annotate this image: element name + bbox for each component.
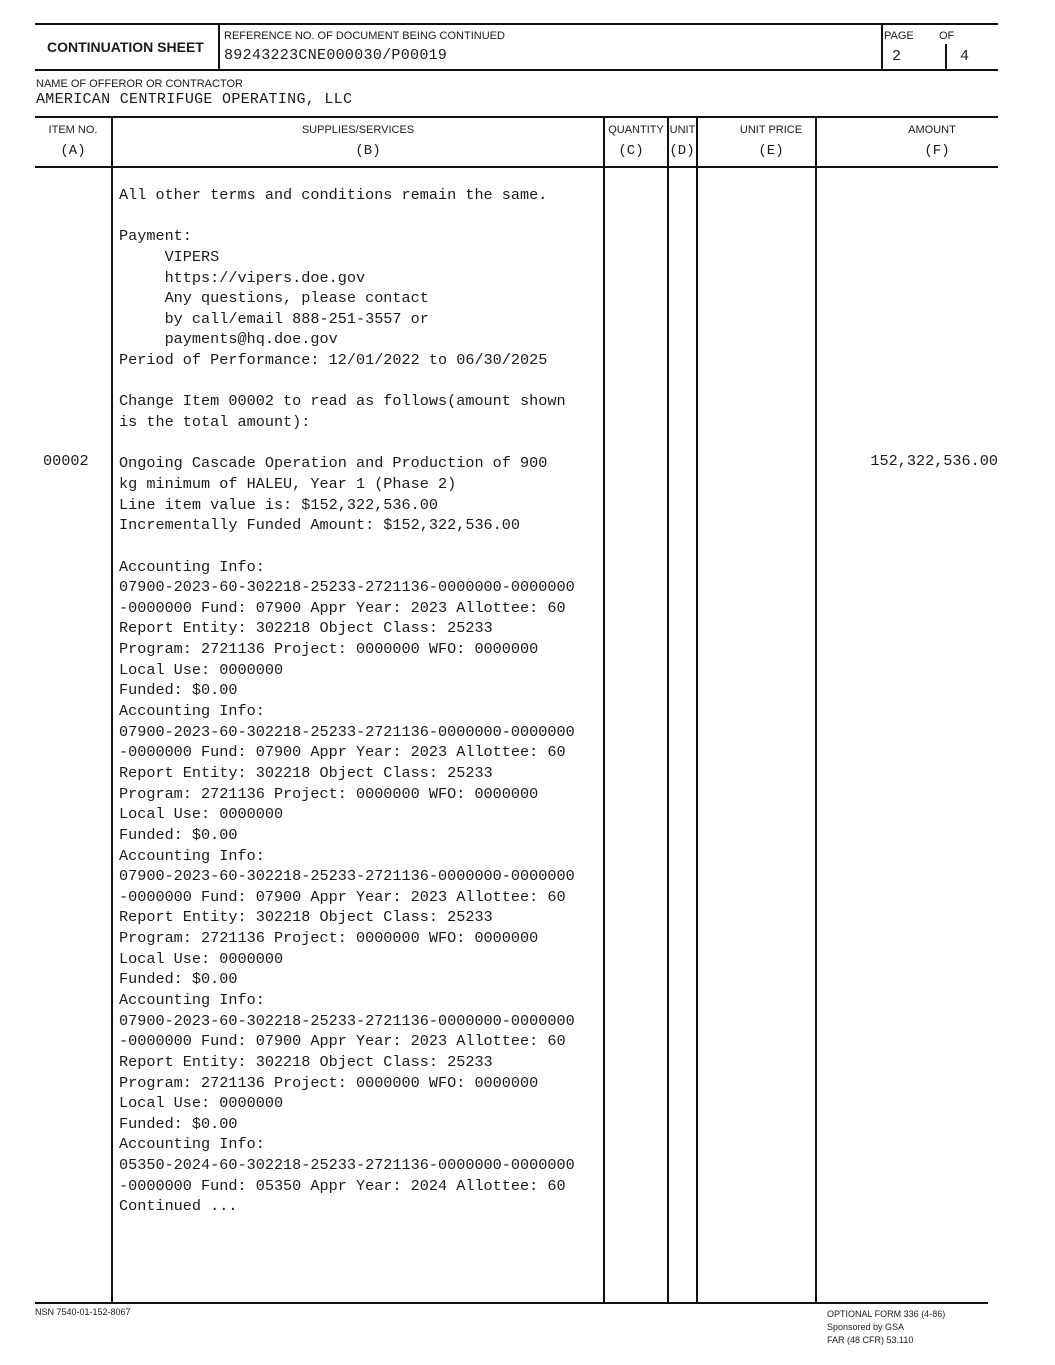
- of-label: OF: [939, 30, 955, 42]
- nsn-number: NSN 7540-01-152-8067: [35, 1307, 131, 1317]
- body-line: Any questions, please contact: [119, 289, 429, 308]
- form-regulation: FAR (48 CFR) 53.110: [827, 1335, 914, 1345]
- body-line: is the total amount):: [119, 413, 311, 432]
- column-letter-d: (D): [669, 143, 695, 159]
- body-line: Local Use: 0000000: [119, 949, 284, 968]
- body-line: https://vipers.doe.gov: [119, 268, 366, 287]
- body-line: Change Item 00002 to read as follows(amount shown: [119, 392, 566, 411]
- divider-price-amount: [815, 116, 817, 1302]
- body-line: Program: 2721136 Project: 0000000 WFO: 0000000: [119, 929, 539, 948]
- body-line: Local Use: 0000000: [119, 805, 284, 824]
- divider-supplies-quantity: [603, 116, 605, 1302]
- footer-rule: [35, 1302, 988, 1304]
- body-line: Period of Performance: 12/01/2022 to 06/30/2025: [119, 351, 548, 370]
- header-top-rule: [35, 23, 998, 25]
- body-line: [119, 536, 575, 557]
- item-amount: 152,322,536.00: [870, 452, 998, 470]
- body-line: 07900-2023-60-302218-25233-2721136-0000000-0000000: [119, 867, 575, 886]
- body-line: by call/email 888-251-3557 or: [119, 309, 429, 328]
- body-line: -0000000 Fund: 07900 Appr Year: 2023 Allottee: 60: [119, 887, 566, 906]
- column-letter-c: (C): [618, 143, 644, 159]
- column-label-unit-price: UNIT PRICE: [739, 124, 803, 136]
- supplies-services-text: [119, 185, 575, 1217]
- body-line: Program: 2721136 Project: 0000000 WFO: 0000000: [119, 640, 539, 659]
- column-header-top-rule: [35, 116, 998, 118]
- body-line: 05350-2024-60-302218-25233-2721136-0000000-0000000: [119, 1156, 575, 1175]
- form-sponsor: Sponsored by GSA: [827, 1322, 905, 1332]
- page-number: 2: [892, 48, 902, 65]
- body-line: -0000000 Fund: 07900 Appr Year: 2023 Allottee: 60: [119, 1032, 566, 1051]
- column-label-quantity: QUANTITY: [608, 124, 664, 136]
- column-letter-e: (E): [758, 143, 784, 159]
- body-line: Funded: $0.00: [119, 1114, 238, 1133]
- body-line: [119, 371, 575, 392]
- header-page-divider: [881, 23, 883, 70]
- body-line: Continued ...: [119, 1197, 238, 1216]
- body-line: Funded: $0.00: [119, 970, 238, 989]
- body-line: All other terms and conditions remain the same.: [119, 186, 548, 204]
- body-line: payments@hq.doe.gov: [119, 330, 338, 349]
- body-line: Report Entity: 302218 Object Class: 25233: [119, 619, 493, 638]
- body-line: [119, 206, 575, 227]
- column-label-supplies: SUPPLIES/SERVICES: [301, 124, 415, 136]
- body-line: Payment:: [119, 227, 192, 246]
- reference-number: 89243223CNE000030/P00019: [224, 47, 448, 64]
- divider-item-supplies: [111, 116, 113, 1302]
- header-bottom-rule: [35, 69, 998, 71]
- column-header-bottom-rule: [35, 166, 998, 168]
- body-line: Line item value is: $152,322,536.00: [119, 495, 438, 514]
- offeror-name: AMERICAN CENTRIFUGE OPERATING, LLC: [36, 91, 353, 108]
- item-number: 00002: [43, 452, 89, 470]
- column-label-item-no: ITEM NO.: [48, 124, 98, 136]
- body-line: Ongoing Cascade Operation and Production of 900: [119, 454, 548, 473]
- divider-unit-price: [696, 116, 698, 1302]
- body-line: Accounting Info:: [119, 557, 265, 576]
- form-name: OPTIONAL FORM 336 (4-86): [827, 1309, 946, 1319]
- body-line: -0000000 Fund: 05350 Appr Year: 2024 Allottee: 60: [119, 1176, 566, 1195]
- body-line: Accounting Info:: [119, 702, 265, 721]
- column-letter-a: (A): [60, 143, 86, 159]
- page-label: PAGE: [884, 30, 914, 42]
- body-line: Incrementally Funded Amount: $152,322,536.00: [119, 516, 521, 535]
- body-line: Accounting Info:: [119, 846, 265, 865]
- sheet-title: CONTINUATION SHEET: [47, 39, 204, 55]
- body-line: 07900-2023-60-302218-25233-2721136-0000000-0000000: [119, 578, 575, 597]
- body-line: [119, 433, 575, 454]
- body-line: 07900-2023-60-302218-25233-2721136-0000000-0000000: [119, 1011, 575, 1030]
- column-label-amount: AMOUNT: [908, 124, 956, 136]
- body-line: Accounting Info:: [119, 1135, 265, 1154]
- body-line: Local Use: 0000000: [119, 1094, 284, 1113]
- column-letter-f: (F): [924, 143, 950, 159]
- body-line: Funded: $0.00: [119, 825, 238, 844]
- divider-quantity-unit: [667, 116, 669, 1302]
- header-title-divider: [218, 23, 220, 70]
- header-of-divider: [945, 44, 947, 69]
- reference-label: REFERENCE NO. OF DOCUMENT BEING CONTINUED: [224, 30, 505, 42]
- body-line: 07900-2023-60-302218-25233-2721136-0000000-0000000: [119, 722, 575, 741]
- body-line: Report Entity: 302218 Object Class: 25233: [119, 1052, 493, 1071]
- body-line: Program: 2721136 Project: 0000000 WFO: 0000000: [119, 784, 539, 803]
- body-line: kg minimum of HALEU, Year 1 (Phase 2): [119, 474, 457, 493]
- body-line: VIPERS: [119, 247, 220, 266]
- offeror-label: NAME OF OFFEROR OR CONTRACTOR: [36, 78, 243, 90]
- body-line: Report Entity: 302218 Object Class: 25233: [119, 763, 493, 782]
- column-label-unit: UNIT: [669, 124, 696, 136]
- body-line: -0000000 Fund: 07900 Appr Year: 2023 Allottee: 60: [119, 598, 566, 617]
- column-letter-b: (B): [355, 143, 381, 159]
- body-line: Accounting Info:: [119, 990, 265, 1009]
- body-line: -0000000 Fund: 07900 Appr Year: 2023 Allottee: 60: [119, 743, 566, 762]
- body-line: Local Use: 0000000: [119, 660, 284, 679]
- body-line: Funded: $0.00: [119, 681, 238, 700]
- body-line: Program: 2721136 Project: 0000000 WFO: 0000000: [119, 1073, 539, 1092]
- total-pages: 4: [960, 48, 970, 65]
- body-line: Report Entity: 302218 Object Class: 25233: [119, 908, 493, 927]
